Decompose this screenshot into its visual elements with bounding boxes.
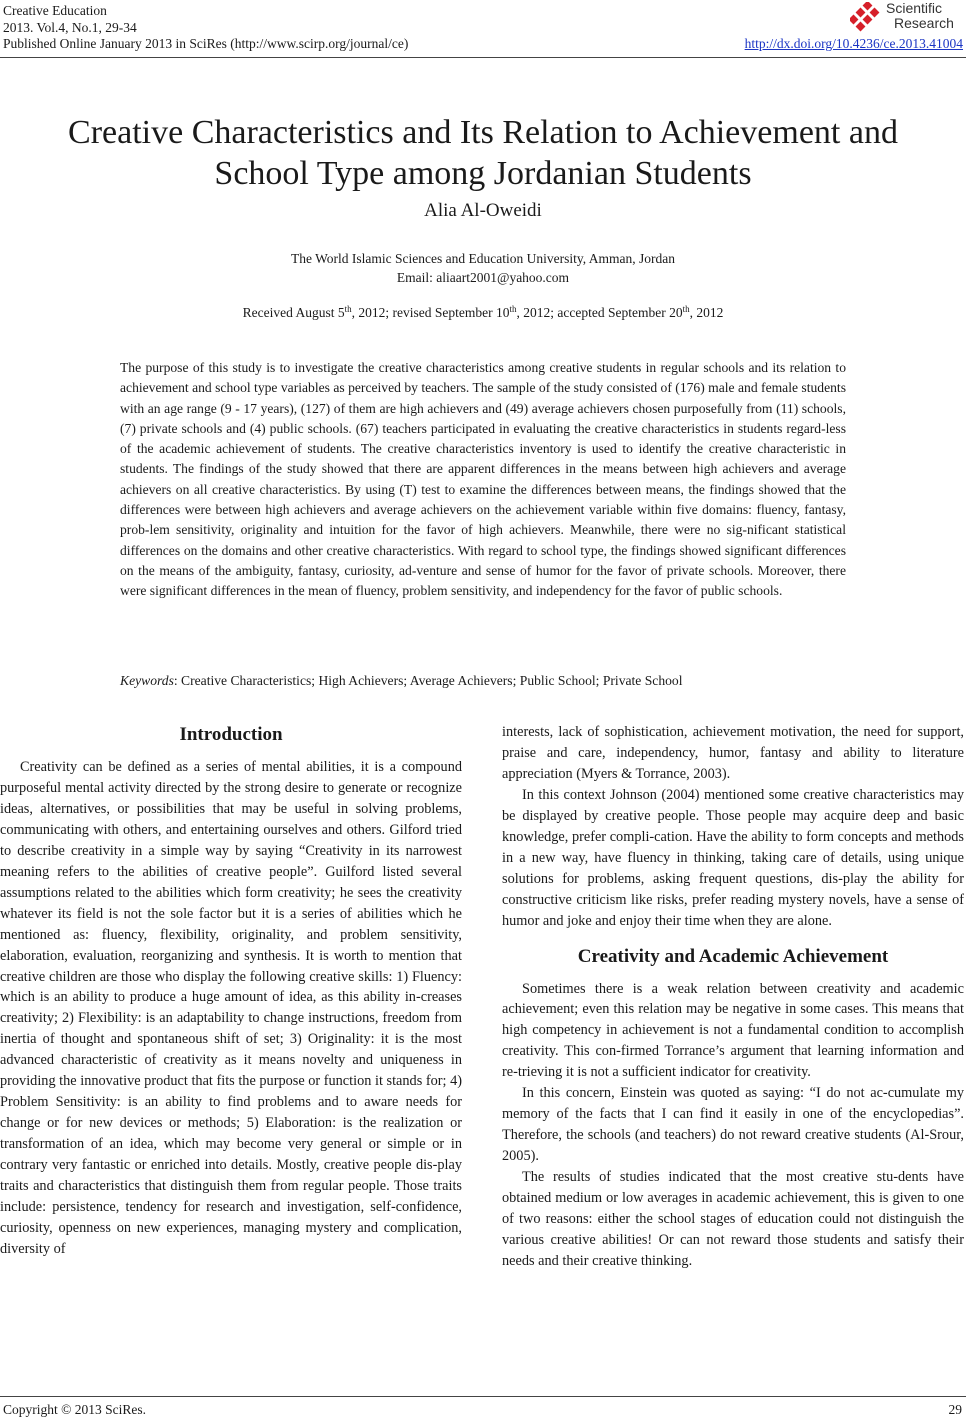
journal-name: Creative Education [3,3,107,18]
author-name: Alia Al-Oweidi [424,200,542,221]
publisher-logo [850,0,960,40]
journal-volume: 2013. Vol.4, No.1, 29-34 [3,19,137,35]
keywords-label: Keywords [120,673,174,688]
keywords [120,673,846,689]
results-paragraph: The results of studies indicated that the most creative stu-dents have obtained medium or low averages in academic achievement, this is given to one of two reasons: either the school stages of education could not distinguish the various creative abilities! Or can not reward those students and satisfy their needs and their creative thinking. [502,1169,964,1269]
logo-line1: Scientific [886,0,943,16]
continued-paragraph: interests, lack of sophistication, achievement motivation, the need for support, praise and care, independency, humor, fantasy and ability to literature appreciation (Myers & Torrance, 2003). [502,724,964,782]
journal-header [3,3,408,53]
keywords-text: : Creative Characteristics; High Achievers; Average Achievers; Public School; Private School [173,673,683,688]
einstein-paragraph: In this concern, Einstein was quoted as saying: “I do not ac-cumulate my memory of the facts that I can find it easily in one of the encyclopedias”. Therefore, the schools (and teachers) do not reward creative students (Al-Srour, 2005). [502,1085,964,1165]
creativity-achievement-heading: Creativity and Academic Achievement [577,945,889,967]
right-column [502,722,964,1272]
title-line2: School Type among Jordanian Students [214,155,752,192]
scientific-research-logo-icon [850,2,884,34]
title-line1: Creative Characteristics and Its Relation to Achievement and [68,114,898,151]
paper-title [0,112,966,194]
left-column [0,722,462,1260]
footer-rule [0,1396,966,1397]
author-affiliation: The World Islamic Sciences and Education University, Amman, Jordan [291,251,675,266]
published-line: Published Online January 2013 in SciRes (http://www.scirp.org/journal/ce) [3,36,409,51]
page-number: 29 [948,1402,962,1417]
copyright: Copyright © 2013 SciRes. [3,1402,147,1417]
header-rule [0,57,966,58]
weak-relation-paragraph: Sometimes there is a weak relation between creativity and academic achievement; even this relation may be negative in some cases. This means that high competency in achievement is not a fundamental condition to accomplish creativity. This con-firmed Torrance’s argument that learning information and re-trieving it is not a sufficient indicator for creativity. [502,980,964,1081]
johnson-paragraph: In this context Johnson (2004) mentioned some creative characteristics may be displayed by creative people. Those people may acquire deep and basic knowledge, prefer compli-cation. Have the ability to form concepts and methods in a new way, have fluency in thinking, taking care of details, using unique solutions for problems, asking frequent questions, dis-play the ability for constructive criticism like risks, prefer reading mystery novels, have a sense of humor and joke and enjoy their time when they are alone. [502,786,964,929]
abstract: The purpose of this study is to investigate the creative characteristics among creative students in regular schools and its relation to achievement and school type variables as perceived by teachers. The sample of the study consisted of (176) male and female students with an age range (9 - 17 years), (127) of them are high achievers and (49) average achievers chosen purposefully from (11) schools, (7) private schools and (4) public schools. (67) teachers participated in evaluating the creative characteristics in students regard-less of the academic achievement of students. The creative characteristics inventory is used to identify the creative characteristic in students. The findings of the study showed that there are apparent differences in the means between high achievers and average achievers on all creative characteristics. By using (T) test to examine the differences between means, the findings showed that the differences were between high achievers and average achievers on the achievement variable within five domains: fluency, fantasy, prob-lem sensitivity, originality and intuition for the favor of high achievers. Meanwhile, there were no sig-nificant statistical differences on the domains and other creative characteristics. With regard to school type, the findings showed significant differences on the means of the ambiguity, fantasy, curiosity, ad-venture and sense of humor for the favor of private schools. Moreover, there were significant differences in the mean of fluency, problem sensitivity, and independency for the favor of public schools. [120,360,846,599]
logo-line2: Research [894,15,954,31]
submission-dates: Received August 5th, 2012; revised September 10th, 2012; accepted September 20th, 2012 [242,304,724,320]
introduction-heading: Introduction [179,724,283,745]
intro-paragraph: Creativity can be defined as a series of mental abilities, it is a compound purposeful mental activity directed by the strong desire to generate or recognize ideas, alternatives, or possibilities that may be useful in solving problems, communicating with others, and entertaining ourselves and others. Gilford tried to describe creativity in a simple way by saying “Creativity in its narrowest meaning refers to the abilities of creative people”. Guilford listed several assumptions related to the abilities which form creativity; he sees the creativity whatever its field is not the sole factor but it is a series of abilities which he mentioned as: fluency, flexibility, originality, and problem sensitivity, elaboration, evaluation, reorganizing and synthesis. It is worth to mention that creative children are those who display the following creative skills: 1) Fluency: which is an ability to produce a huge amount of idea, as this ability in-creases creativity; 2) Flexibility: is an adaptability to change instructions, freedom from inertia of thought and spontaneous shift of set; 3) Originality: it is the most advanced characteristic of creativity as it means novelty and uniqueness in providing the innovative product that fits the purpose or function it stands for; 4) Problem Sensitivity: is an ability to find problems and to aware needs for change or for new devices or methods; 5) Elaboration: is the realization or transformation of an idea, which may become very general or simple or in contrary very fantastic or enriched into details. Mostly, creative people dis-play traits and characteristics that distinguish them from regular people. Those traits include: persistence, tendency for research and investigation, self-confidence, curiosity, openness on new experiences, managing mystery and complication, diversity of [0,759,462,1257]
author-email: Email: aliaart2001@yahoo.com [396,270,570,285]
doi-link[interactable]: http://dx.doi.org/10.4236/ce.2013.41004 [744,36,963,51]
